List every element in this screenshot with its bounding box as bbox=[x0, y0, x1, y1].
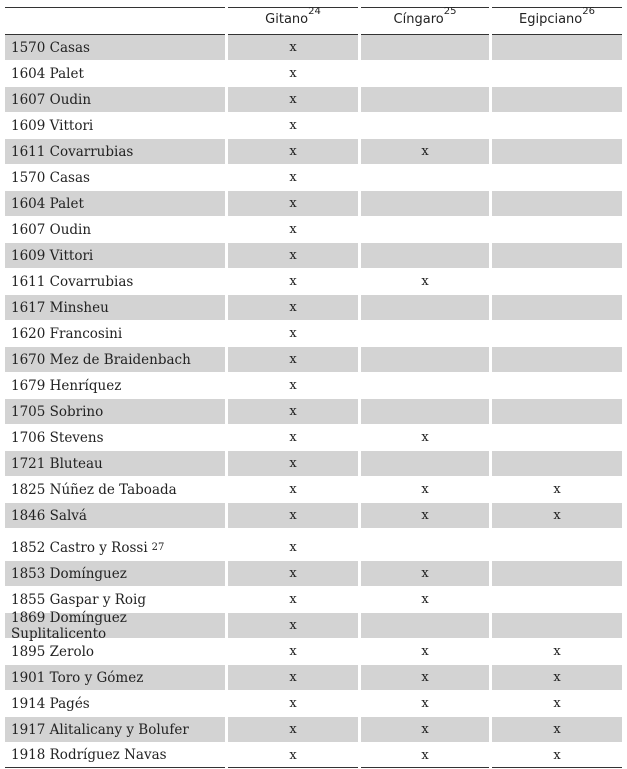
entry-label: 1846 Salvá bbox=[11, 507, 87, 524]
cingaro-cell bbox=[361, 191, 489, 216]
entry-cell bbox=[5, 587, 225, 612]
table-row bbox=[5, 113, 622, 139]
gitano-cell bbox=[228, 451, 358, 476]
entry-cell bbox=[5, 165, 225, 190]
gitano-mark: x bbox=[289, 378, 297, 393]
cingaro-cell bbox=[361, 295, 489, 320]
header-cell-entry bbox=[5, 7, 225, 35]
egipciano-mark: x bbox=[553, 722, 561, 737]
egipciano-cell bbox=[492, 269, 622, 294]
entry-cell bbox=[5, 269, 225, 294]
cingaro-mark: x bbox=[421, 696, 429, 711]
gitano-mark: x bbox=[289, 430, 297, 445]
egipciano-cell bbox=[492, 743, 622, 768]
table-row bbox=[5, 269, 622, 295]
gitano-cell bbox=[228, 477, 358, 502]
cingaro-cell bbox=[361, 399, 489, 424]
entry-label: 1914 Pagés bbox=[11, 695, 90, 712]
cingaro-mark: x bbox=[421, 592, 429, 607]
table-row bbox=[5, 87, 622, 113]
egipciano-cell bbox=[492, 87, 622, 112]
gitano-mark: x bbox=[289, 40, 297, 55]
gitano-mark: x bbox=[289, 222, 297, 237]
entry-cell bbox=[5, 35, 225, 60]
entry-cell bbox=[5, 691, 225, 716]
gitano-mark: x bbox=[289, 722, 297, 737]
gitano-mark: x bbox=[289, 592, 297, 607]
cingaro-cell bbox=[361, 503, 489, 528]
cingaro-cell bbox=[361, 113, 489, 138]
entry-label: 1611 Covarrubias bbox=[11, 143, 134, 160]
entry-cell bbox=[5, 61, 225, 86]
table-row bbox=[5, 61, 622, 87]
entry-cell bbox=[5, 477, 225, 502]
dictionary-table bbox=[5, 5, 622, 769]
gitano-cell bbox=[228, 295, 358, 320]
egipciano-cell bbox=[492, 639, 622, 664]
table-row bbox=[5, 139, 622, 165]
gitano-mark: x bbox=[289, 670, 297, 685]
entry-cell bbox=[5, 425, 225, 450]
egipciano-mark: x bbox=[553, 747, 561, 763]
table-row bbox=[5, 165, 622, 191]
entry-cell bbox=[5, 87, 225, 112]
gitano-cell bbox=[228, 217, 358, 242]
cingaro-mark: x bbox=[421, 274, 429, 289]
egipciano-cell bbox=[492, 503, 622, 528]
entry-label: 1721 Bluteau bbox=[11, 455, 103, 472]
gitano-mark: x bbox=[289, 482, 297, 497]
table-row bbox=[5, 665, 622, 691]
table-row bbox=[5, 529, 622, 561]
table-row bbox=[5, 561, 622, 587]
entry-label: 1895 Zerolo bbox=[11, 643, 95, 660]
cingaro-mark: x bbox=[421, 566, 429, 581]
gitano-mark: x bbox=[289, 248, 297, 263]
gitano-cell bbox=[228, 113, 358, 138]
gitano-mark: x bbox=[289, 92, 297, 107]
entry-label: 1855 Gaspar y Roig bbox=[11, 591, 147, 608]
header-cell-cingaro: Cíngaro 25 bbox=[361, 7, 489, 35]
entry-cell bbox=[5, 503, 225, 528]
gitano-cell bbox=[228, 139, 358, 164]
gitano-mark: x bbox=[289, 644, 297, 659]
cingaro-mark: x bbox=[421, 722, 429, 737]
gitano-cell bbox=[228, 665, 358, 690]
header-cell-gitano: Gitano 24 bbox=[228, 7, 358, 35]
header-cell-egipciano: Egipciano 26 bbox=[492, 7, 622, 35]
egipciano-mark: x bbox=[553, 482, 561, 497]
table-row bbox=[5, 217, 622, 243]
gitano-cell bbox=[228, 691, 358, 716]
gitano-mark: x bbox=[289, 456, 297, 471]
cingaro-cell bbox=[361, 587, 489, 612]
egipciano-cell bbox=[492, 425, 622, 450]
gitano-cell bbox=[228, 321, 358, 346]
cingaro-cell bbox=[361, 613, 489, 638]
gitano-cell bbox=[228, 717, 358, 742]
entry-cell bbox=[5, 113, 225, 138]
gitano-cell bbox=[228, 561, 358, 586]
table-row bbox=[5, 425, 622, 451]
egipciano-cell bbox=[492, 191, 622, 216]
cingaro-cell bbox=[361, 347, 489, 372]
entry-label: 1901 Toro y Gómez bbox=[11, 669, 144, 686]
cingaro-cell bbox=[361, 217, 489, 242]
gitano-mark: x bbox=[289, 540, 297, 555]
cingaro-cell bbox=[361, 35, 489, 60]
gitano-mark: x bbox=[289, 404, 297, 419]
egipciano-cell bbox=[492, 451, 622, 476]
cingaro-cell bbox=[361, 61, 489, 86]
gitano-cell bbox=[228, 639, 358, 664]
cingaro-cell bbox=[361, 529, 489, 560]
table-row bbox=[5, 243, 622, 269]
table-row bbox=[5, 399, 622, 425]
header-row bbox=[5, 5, 622, 35]
entry-label: 1609 Vittori bbox=[11, 247, 94, 264]
cingaro-mark: x bbox=[421, 144, 429, 159]
entry-cell bbox=[5, 373, 225, 398]
gitano-mark: x bbox=[289, 352, 297, 367]
gitano-mark: x bbox=[289, 66, 297, 81]
gitano-cell bbox=[228, 165, 358, 190]
cingaro-cell bbox=[361, 743, 489, 768]
egipciano-cell bbox=[492, 691, 622, 716]
entry-label: 1570 Casas bbox=[11, 39, 90, 56]
cingaro-mark: x bbox=[421, 747, 429, 763]
egipciano-cell bbox=[492, 217, 622, 242]
table-row bbox=[5, 35, 622, 61]
egipciano-cell bbox=[492, 587, 622, 612]
entry-label: 1607 Oudin bbox=[11, 91, 92, 108]
entry-cell bbox=[5, 243, 225, 268]
gitano-cell bbox=[228, 191, 358, 216]
table-row bbox=[5, 451, 622, 477]
entry-label: 1609 Vittori bbox=[11, 117, 94, 134]
entry-cell bbox=[5, 665, 225, 690]
entry-cell bbox=[5, 321, 225, 346]
cingaro-cell bbox=[361, 243, 489, 268]
entry-label: 1617 Minsheu bbox=[11, 299, 109, 316]
egipciano-cell bbox=[492, 347, 622, 372]
entry-cell bbox=[5, 743, 225, 768]
egipciano-cell bbox=[492, 295, 622, 320]
gitano-cell bbox=[228, 243, 358, 268]
egipciano-cell bbox=[492, 61, 622, 86]
cingaro-mark: x bbox=[421, 430, 429, 445]
gitano-cell bbox=[228, 743, 358, 768]
header-label: Cíngaro bbox=[393, 12, 444, 27]
gitano-mark: x bbox=[289, 508, 297, 523]
gitano-cell bbox=[228, 425, 358, 450]
entry-cell bbox=[5, 399, 225, 424]
entry-cell bbox=[5, 717, 225, 742]
table-row bbox=[5, 639, 622, 665]
egipciano-cell bbox=[492, 35, 622, 60]
entry-label: 1620 Francosini bbox=[11, 325, 123, 342]
gitano-mark: x bbox=[289, 170, 297, 185]
cingaro-cell bbox=[361, 451, 489, 476]
egipciano-cell bbox=[492, 139, 622, 164]
entry-cell bbox=[5, 295, 225, 320]
entry-label: 1918 Rodríguez Navas bbox=[11, 747, 167, 763]
table-row bbox=[5, 373, 622, 399]
egipciano-mark: x bbox=[553, 644, 561, 659]
egipciano-cell bbox=[492, 477, 622, 502]
table-row bbox=[5, 609, 622, 642]
cingaro-cell bbox=[361, 139, 489, 164]
egipciano-mark: x bbox=[553, 696, 561, 711]
table-body bbox=[5, 35, 622, 769]
cingaro-cell bbox=[361, 691, 489, 716]
entry-cell bbox=[5, 217, 225, 242]
gitano-mark: x bbox=[289, 696, 297, 711]
egipciano-mark: x bbox=[553, 508, 561, 523]
cingaro-mark: x bbox=[421, 670, 429, 685]
cingaro-cell bbox=[361, 561, 489, 586]
egipciano-cell bbox=[492, 165, 622, 190]
cingaro-mark: x bbox=[421, 644, 429, 659]
cingaro-cell bbox=[361, 639, 489, 664]
egipciano-cell bbox=[492, 243, 622, 268]
entry-label: 1570 Casas bbox=[11, 169, 90, 186]
entry-label: 1679 Henríquez bbox=[11, 377, 122, 394]
cingaro-mark: x bbox=[421, 482, 429, 497]
entry-label: 1852 Castro y Rossi bbox=[11, 539, 148, 556]
cingaro-cell bbox=[361, 717, 489, 742]
entry-label: 1670 Mez de Braidenbach bbox=[11, 351, 191, 368]
gitano-cell bbox=[228, 347, 358, 372]
gitano-cell bbox=[228, 399, 358, 424]
egipciano-cell bbox=[492, 665, 622, 690]
entry-cell bbox=[5, 639, 225, 664]
egipciano-mark: x bbox=[553, 670, 561, 685]
gitano-cell bbox=[228, 529, 358, 560]
gitano-cell bbox=[228, 587, 358, 612]
cingaro-cell bbox=[361, 477, 489, 502]
gitano-cell bbox=[228, 61, 358, 86]
entry-cell bbox=[5, 191, 225, 216]
gitano-mark: x bbox=[289, 118, 297, 133]
cingaro-cell bbox=[361, 269, 489, 294]
table-row bbox=[5, 295, 622, 321]
cingaro-cell bbox=[361, 373, 489, 398]
entry-cell bbox=[5, 609, 225, 642]
header-label: Egipciano bbox=[519, 12, 583, 27]
entry-label: 1917 Alitalicany y Bolufer bbox=[11, 721, 189, 738]
entry-cell bbox=[5, 451, 225, 476]
table-row bbox=[5, 503, 622, 529]
egipciano-cell bbox=[492, 717, 622, 742]
gitano-mark: x bbox=[289, 300, 297, 315]
table-row bbox=[5, 477, 622, 503]
egipciano-cell bbox=[492, 373, 622, 398]
cingaro-cell bbox=[361, 87, 489, 112]
entry-cell bbox=[5, 347, 225, 372]
egipciano-cell bbox=[492, 529, 622, 560]
egipciano-cell bbox=[492, 113, 622, 138]
gitano-mark: x bbox=[289, 144, 297, 159]
table-row bbox=[5, 347, 622, 373]
cingaro-cell bbox=[361, 425, 489, 450]
gitano-cell bbox=[228, 503, 358, 528]
cingaro-cell bbox=[361, 665, 489, 690]
cingaro-cell bbox=[361, 165, 489, 190]
entry-label: 1706 Stevens bbox=[11, 429, 104, 446]
gitano-mark: x bbox=[289, 326, 297, 341]
table-row bbox=[5, 321, 622, 347]
gitano-mark: x bbox=[289, 196, 297, 211]
entry-label: 1607 Oudin bbox=[11, 221, 92, 238]
entry-label: 1604 Palet bbox=[11, 65, 84, 82]
egipciano-cell bbox=[492, 613, 622, 638]
cingaro-cell bbox=[361, 321, 489, 346]
gitano-mark: x bbox=[289, 618, 297, 633]
entry-label: 1705 Sobrino bbox=[11, 403, 104, 420]
gitano-mark: x bbox=[289, 274, 297, 289]
gitano-cell bbox=[228, 269, 358, 294]
egipciano-cell bbox=[492, 321, 622, 346]
gitano-cell bbox=[228, 35, 358, 60]
table-row bbox=[5, 743, 622, 769]
table-row bbox=[5, 691, 622, 717]
table-row bbox=[5, 191, 622, 217]
entry-label: 1853 Domínguez bbox=[11, 565, 127, 582]
cingaro-mark: x bbox=[421, 508, 429, 523]
entry-cell bbox=[5, 139, 225, 164]
gitano-cell bbox=[228, 373, 358, 398]
entry-label: 1604 Palet bbox=[11, 195, 84, 212]
gitano-cell bbox=[228, 87, 358, 112]
entry-label: 1869 Domínguez Suplitalicento bbox=[11, 609, 127, 642]
entry-cell bbox=[5, 561, 225, 586]
entry-label: 1825 Núñez de Taboada bbox=[11, 481, 177, 498]
egipciano-cell bbox=[492, 561, 622, 586]
gitano-mark: x bbox=[289, 747, 297, 763]
gitano-cell bbox=[228, 613, 358, 638]
egipciano-cell bbox=[492, 399, 622, 424]
gitano-mark: x bbox=[289, 566, 297, 581]
header-label: Gitano bbox=[265, 12, 309, 27]
entry-label: 1611 Covarrubias bbox=[11, 273, 134, 290]
table-row bbox=[5, 717, 622, 743]
entry-cell: 1852 Castro y Rossi 27 bbox=[11, 539, 165, 556]
